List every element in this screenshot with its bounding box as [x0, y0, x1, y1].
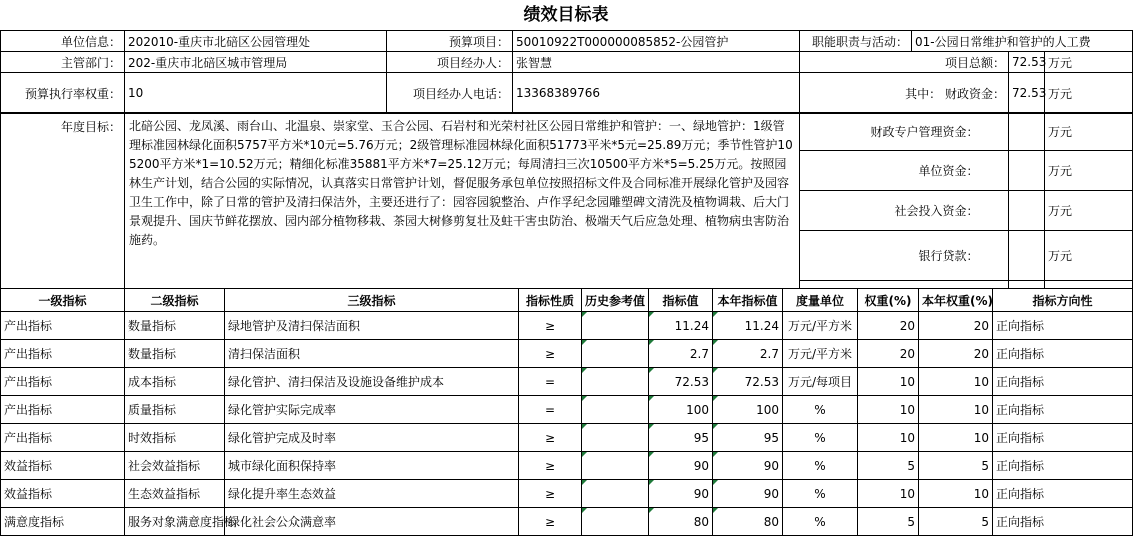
budget-item-label: 预算项目：: [387, 31, 513, 52]
indicator-cell-history[interactable]: [582, 340, 649, 368]
fund-unit-special: 万元: [1045, 113, 1133, 151]
header-col-value: 指标值: [649, 289, 713, 312]
header-col-weight: 权重(%): [858, 289, 919, 312]
indicator-cell-unit[interactable]: %: [783, 452, 858, 480]
weight-label: 预算执行率权重：: [1, 73, 125, 114]
indicator-cell-direction[interactable]: 正向指标: [993, 312, 1133, 340]
fund-label-bank: 银行贷款：: [800, 231, 982, 281]
indicator-cell-value[interactable]: 90: [649, 452, 713, 480]
phone-value[interactable]: 13368389766: [513, 73, 800, 114]
dept-value[interactable]: 202-重庆市北碚区城市管理局: [125, 52, 387, 73]
indicator-row: [1, 340, 1133, 368]
indicator-cell-weight[interactable]: 20: [858, 340, 919, 368]
indicator-cell-unit[interactable]: 万元/平方米: [783, 312, 858, 340]
manager-label: 项目经办人：: [387, 52, 513, 73]
indicator-cell-year-weight[interactable]: 10: [919, 480, 993, 508]
indicator-cell-weight[interactable]: 5: [858, 452, 919, 480]
fund-unit-social: 万元: [1045, 191, 1133, 231]
indicator-cell-year-value[interactable]: 72.53: [713, 368, 783, 396]
fiscal-label: 其中： 财政资金：: [800, 73, 1009, 114]
goal-label: 年度目标：: [1, 113, 125, 289]
header-col-level1: 一级指标: [1, 289, 125, 312]
duty-label: 职能职责与活动：: [800, 31, 912, 52]
goal-table: [0, 112, 1133, 289]
indicator-cell-level2[interactable]: 社会效益指标: [125, 452, 225, 480]
fund-unit-unit: 万元: [1045, 151, 1133, 191]
header-col-level3: 三级指标: [225, 289, 519, 312]
indicator-cell-nature[interactable]: ≥: [519, 424, 582, 452]
fund-gap: [982, 191, 1009, 231]
budget-item-value[interactable]: 50010922T000000085852-公园管护: [513, 31, 800, 52]
indicator-cell-level2[interactable]: 成本指标: [125, 368, 225, 396]
indicator-cell-nature[interactable]: ≥: [519, 340, 582, 368]
indicator-cell-weight[interactable]: 10: [858, 396, 919, 424]
indicator-cell-level1[interactable]: 产出指标: [1, 396, 125, 424]
sheet-title: 绩效目标表: [523, 5, 609, 25]
indicator-cell-level1[interactable]: 产出指标: [1, 312, 125, 340]
indicator-cell-year-weight[interactable]: 20: [919, 340, 993, 368]
fund-value-social[interactable]: [1009, 191, 1045, 231]
indicator-cell-value[interactable]: 100: [649, 396, 713, 424]
duty-value[interactable]: 01-公园日常维护和管护的人工费: [912, 31, 1133, 52]
indicator-row: [1, 424, 1133, 452]
indicator-cell-weight[interactable]: 10: [858, 424, 919, 452]
manager-value[interactable]: 张智慧: [513, 52, 800, 73]
header-col-history: 历史参考值: [582, 289, 649, 312]
indicator-cell-level3[interactable]: 绿化管护实际完成率: [225, 396, 519, 424]
fund-unit-bank: 万元: [1045, 231, 1133, 281]
indicator-cell-level1[interactable]: 满意度指标: [1, 508, 125, 536]
indicator-cell-level2[interactable]: 时效指标: [125, 424, 225, 452]
total-value[interactable]: 72.53: [1009, 52, 1045, 73]
header-col-direction: 指标方向性: [993, 289, 1133, 312]
indicator-cell-value[interactable]: 95: [649, 424, 713, 452]
info-row-dept: [1, 52, 1133, 73]
indicator-cell-nature[interactable]: ≥: [519, 452, 582, 480]
indicator-cell-level2[interactable]: 数量指标: [125, 340, 225, 368]
fiscal-unit: 万元: [1045, 73, 1133, 114]
indicator-body: [1, 312, 1133, 536]
dept-label: 主管部门：: [1, 52, 125, 73]
indicator-cell-weight[interactable]: 20: [858, 312, 919, 340]
indicator-cell-value[interactable]: 80: [649, 508, 713, 536]
header-col-nature: 指标性质: [519, 289, 582, 312]
indicator-cell-direction[interactable]: 正向指标: [993, 340, 1133, 368]
indicator-cell-year-weight[interactable]: 5: [919, 452, 993, 480]
indicator-cell-year-value[interactable]: 2.7: [713, 340, 783, 368]
indicator-cell-weight[interactable]: 10: [858, 368, 919, 396]
indicator-cell-nature[interactable]: =: [519, 368, 582, 396]
goal-text[interactable]: 北碚公园、龙凤溪、雨台山、北温泉、崇家堂、玉合公园、石岩村和光荣村社区公园日常维护和管护：一、绿地管护：1级管理标准园林绿化面积5757平方米*10元=5.76万元；2级管理标准园林绿化面积51773平米*5元=25.89万元；季节性管护105200平方米*1=10.52万元；精细化标准35881平方米*7=25.12万元；每周清扫三次10500平方米*5=5.25万元。按照园林生产计划，结合公园的实际情况，认真落实日常管护计划，督促服务承包单位按照招标文件及合同标准开展绿化管护及园容卫生工作中，除了日常的管护及清扫保洁外，主要还进行了：园容园貌整治、卢作孚纪念园雕塑碑文清洗及植物调栽、后大门景观提升、国庆节鲜花摆放、园内部分植物移栽、茶园大树修剪复壮及蛀干害虫防治、极端天气后应急处理、植物病虫害防治施药。: [125, 113, 800, 289]
unit-label: 单位信息：: [1, 31, 125, 52]
indicator-cell-level1[interactable]: 产出指标: [1, 368, 125, 396]
indicator-cell-unit[interactable]: 万元/平方米: [783, 340, 858, 368]
fund-label-social: 社会投入资金：: [800, 191, 982, 231]
total-label: 项目总额：: [800, 52, 1009, 73]
header-col-level2: 二级指标: [125, 289, 225, 312]
indicator-row: [1, 452, 1133, 480]
indicator-cell-unit[interactable]: %: [783, 508, 858, 536]
indicator-cell-level3[interactable]: 绿化管护、清扫保洁及设施设备维护成本: [225, 368, 519, 396]
indicator-row: [1, 312, 1133, 340]
indicator-cell-unit[interactable]: 万元/每项目: [783, 368, 858, 396]
indicator-cell-direction[interactable]: 正向指标: [993, 396, 1133, 424]
indicator-cell-unit[interactable]: %: [783, 480, 858, 508]
indicator-cell-nature[interactable]: ≥: [519, 312, 582, 340]
indicator-cell-level1[interactable]: 产出指标: [1, 340, 125, 368]
indicator-cell-history[interactable]: [582, 312, 649, 340]
header-col-year-weight: 本年权重(%): [919, 289, 993, 312]
fund-value-special[interactable]: [1009, 113, 1045, 151]
goal-row-1: [1, 113, 1133, 151]
indicator-cell-level2[interactable]: 服务对象满意度指标: [125, 508, 225, 536]
indicator-cell-level3[interactable]: 绿化提升率生态效益: [225, 480, 519, 508]
indicator-cell-direction[interactable]: 正向指标: [993, 480, 1133, 508]
indicator-header-row: [1, 289, 1133, 312]
info-row-unit: [1, 31, 1133, 52]
indicator-cell-history[interactable]: [582, 480, 649, 508]
indicator-cell-year-value[interactable]: 80: [713, 508, 783, 536]
indicator-cell-value[interactable]: 2.7: [649, 340, 713, 368]
phone-label: 项目经办人电话：: [387, 73, 513, 114]
indicator-cell-level1[interactable]: 效益指标: [1, 452, 125, 480]
indicator-cell-unit[interactable]: %: [783, 396, 858, 424]
fund-value-unit[interactable]: [1009, 151, 1045, 191]
indicator-table: [0, 288, 1133, 536]
indicator-cell-weight[interactable]: 10: [858, 480, 919, 508]
indicator-cell-level3[interactable]: 清扫保洁面积: [225, 340, 519, 368]
indicator-row: [1, 480, 1133, 508]
indicator-cell-year-weight[interactable]: 5: [919, 508, 993, 536]
indicator-row: [1, 368, 1133, 396]
indicator-cell-level2[interactable]: 质量指标: [125, 396, 225, 424]
indicator-cell-level3[interactable]: 城市绿化面积保持率: [225, 452, 519, 480]
indicator-cell-level2[interactable]: 数量指标: [125, 312, 225, 340]
indicator-cell-history[interactable]: [582, 368, 649, 396]
header-col-unit: 度量单位: [783, 289, 858, 312]
total-unit: 万元: [1045, 52, 1133, 73]
fund-label-special: 财政专户管理资金：: [800, 113, 982, 151]
indicator-cell-year-value[interactable]: 100: [713, 396, 783, 424]
indicator-cell-history[interactable]: [582, 452, 649, 480]
indicator-cell-nature[interactable]: =: [519, 396, 582, 424]
indicator-cell-level1[interactable]: 效益指标: [1, 480, 125, 508]
indicator-cell-direction[interactable]: 正向指标: [993, 508, 1133, 536]
indicator-cell-year-value[interactable]: 11.24: [713, 312, 783, 340]
unit-value[interactable]: 202010-重庆市北碚区公园管理处: [125, 31, 387, 52]
indicator-cell-history[interactable]: [582, 508, 649, 536]
indicator-cell-direction[interactable]: 正向指标: [993, 368, 1133, 396]
indicator-cell-direction[interactable]: 正向指标: [993, 452, 1133, 480]
indicator-cell-year-value[interactable]: 95: [713, 424, 783, 452]
indicator-cell-value[interactable]: 72.53: [649, 368, 713, 396]
fund-label-unit: 单位资金：: [800, 151, 982, 191]
indicator-cell-level3[interactable]: 绿地管护及清扫保洁面积: [225, 312, 519, 340]
info-table: [0, 30, 1133, 114]
indicator-cell-history[interactable]: [582, 396, 649, 424]
fund-gap: [982, 151, 1009, 191]
indicator-cell-year-value[interactable]: 90: [713, 452, 783, 480]
indicator-cell-value[interactable]: 11.24: [649, 312, 713, 340]
indicator-cell-weight[interactable]: 5: [858, 508, 919, 536]
indicator-cell-level1[interactable]: 产出指标: [1, 424, 125, 452]
fund-value-bank[interactable]: [1009, 231, 1045, 281]
indicator-cell-level2[interactable]: 生态效益指标: [125, 480, 225, 508]
indicator-cell-year-weight[interactable]: 10: [919, 424, 993, 452]
indicator-cell-value[interactable]: 90: [649, 480, 713, 508]
weight-value[interactable]: 10: [125, 73, 387, 114]
indicator-cell-year-weight[interactable]: 10: [919, 396, 993, 424]
indicator-cell-direction[interactable]: 正向指标: [993, 424, 1133, 452]
fund-gap: [982, 113, 1009, 151]
header-col-year-value: 本年指标值: [713, 289, 783, 312]
indicator-cell-year-weight[interactable]: 20: [919, 312, 993, 340]
indicator-row: [1, 508, 1133, 536]
indicator-cell-level3[interactable]: 绿化社会公众满意率: [225, 508, 519, 536]
info-row-weight: [1, 73, 1133, 114]
fiscal-value[interactable]: 72.53: [1009, 73, 1045, 114]
indicator-cell-nature[interactable]: ≥: [519, 508, 582, 536]
indicator-cell-nature[interactable]: ≥: [519, 480, 582, 508]
indicator-cell-year-weight[interactable]: 10: [919, 368, 993, 396]
fund-gap: [982, 231, 1009, 281]
indicator-cell-unit[interactable]: %: [783, 424, 858, 452]
indicator-cell-year-value[interactable]: 90: [713, 480, 783, 508]
indicator-row: [1, 396, 1133, 424]
indicator-cell-level3[interactable]: 绿化管护完成及时率: [225, 424, 519, 452]
indicator-cell-history[interactable]: [582, 424, 649, 452]
